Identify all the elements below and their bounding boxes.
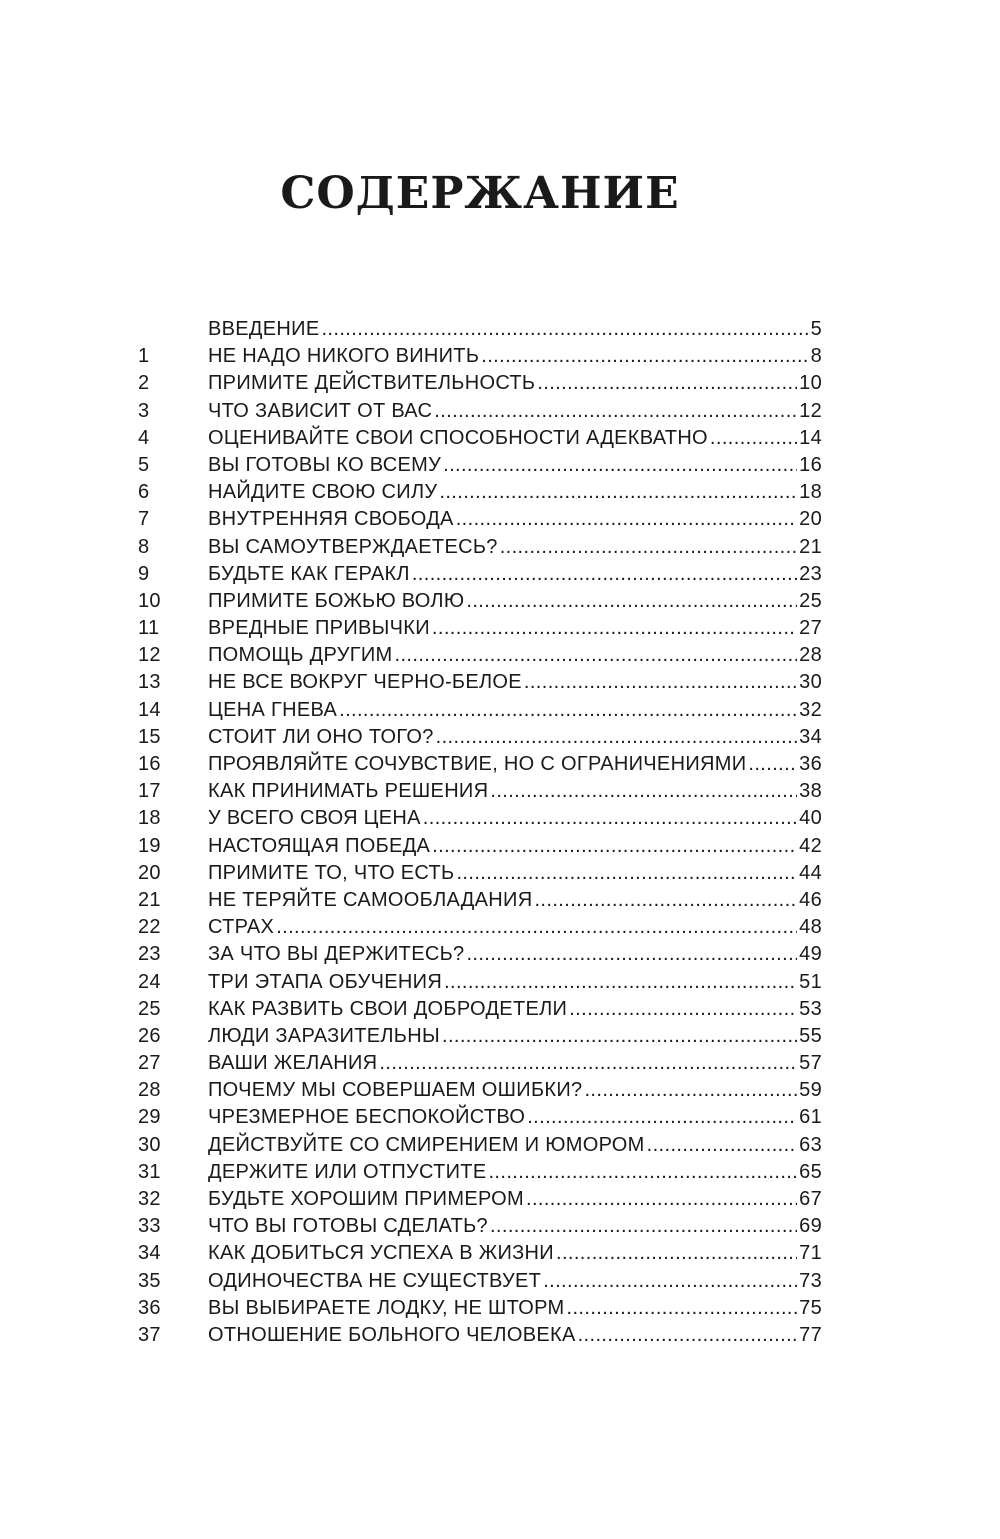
toc-entry-number: 36 [138, 1296, 161, 1319]
toc-entry-number: 18 [138, 807, 161, 830]
toc-entry-page: 61 [799, 1106, 822, 1129]
toc-entry [138, 969, 822, 996]
toc-entry-number: 23 [138, 943, 161, 966]
toc-entry-page: 23 [799, 562, 822, 585]
toc-entry [138, 452, 822, 479]
toc-entry-title: НЕ ТЕРЯЙТЕ САМООБЛАДАНИЯ [208, 888, 533, 911]
toc-entry-number: 4 [138, 426, 150, 449]
toc-entry-title: ЧТО ЗАВИСИТ ОТ ВАС [208, 399, 433, 422]
toc-entry-page: 77 [799, 1323, 822, 1346]
toc-dot-leader [436, 724, 798, 751]
toc-dot-leader [490, 778, 797, 805]
toc-entry [138, 479, 822, 506]
toc-entry-page: 8 [810, 345, 822, 368]
toc-entry-number: 30 [138, 1133, 161, 1156]
toc-entry [138, 534, 822, 561]
toc-entry-title: ПРИМИТЕ ТО, ЧТО ЕСТЬ [208, 861, 455, 884]
toc-dot-leader [524, 669, 797, 696]
toc-entry-number: 8 [138, 535, 150, 558]
toc-entry-number: 1 [138, 345, 150, 368]
toc-entry [138, 561, 822, 588]
toc-entry-title: ОТНОШЕНИЕ БОЛЬНОГО ЧЕЛОВЕКА [208, 1323, 576, 1346]
toc-entry-title: СТРАХ [208, 916, 275, 939]
toc-entry [138, 697, 822, 724]
toc-entry-title: ВЫ ВЫБИРАЕТЕ ЛОДКУ, НЕ ШТОРМ [208, 1296, 565, 1319]
toc-entry [138, 669, 822, 696]
toc-dot-leader [423, 805, 797, 832]
toc-entry [138, 1104, 822, 1131]
toc-dot-leader [569, 996, 797, 1023]
toc-entry-title: ЛЮДИ ЗАРАЗИТЕЛЬНЫ [208, 1024, 440, 1047]
toc-entry [138, 833, 822, 860]
toc-entry-page: 42 [799, 834, 822, 857]
toc-entry [138, 615, 822, 642]
toc-entry-title: ОЦЕНИВАЙТЕ СВОИ СПОСОБНОСТИ АДЕКВАТНО [208, 426, 708, 449]
toc-entry [138, 941, 822, 968]
toc-entry-title: ПРИМИТЕ БОЖЬЮ ВОЛЮ [208, 589, 465, 612]
toc-entry-page: 27 [799, 617, 822, 640]
toc-entry [138, 1268, 822, 1295]
toc-entry-page: 10 [799, 372, 822, 395]
toc-entry [138, 425, 822, 452]
toc-entry-page: 49 [799, 943, 822, 966]
toc-entry [138, 1213, 822, 1240]
toc-entry [138, 1186, 822, 1213]
toc-entry-page: 44 [799, 861, 822, 884]
toc-entry-title: НАЙДИТЕ СВОЮ СИЛУ [208, 481, 438, 504]
toc-entry-number: 26 [138, 1024, 161, 1047]
toc-entry-page: 65 [799, 1160, 822, 1183]
toc-entry-title: ТРИ ЭТАПА ОБУЧЕНИЯ [208, 970, 443, 993]
toc-entry-page: 34 [799, 725, 822, 748]
toc-entry-title: ВВЕДЕНИЕ [208, 318, 320, 340]
toc-dot-leader [444, 969, 797, 996]
toc-entry-page: 21 [799, 535, 822, 558]
toc-dot-leader [339, 697, 797, 724]
toc-entry-page: 51 [799, 970, 822, 993]
toc-entry-title: ЦЕНА ГНЕВА [208, 698, 338, 721]
toc-entry-number: 31 [138, 1160, 161, 1183]
toc-entry-page: 75 [799, 1296, 822, 1319]
toc-entry-page: 59 [799, 1079, 822, 1102]
toc-entry-number: 7 [138, 508, 150, 531]
toc-entry-page: 20 [799, 508, 822, 531]
toc-entry-page: 16 [799, 453, 822, 476]
toc-entry-title: НЕ ВСЕ ВОКРУГ ЧЕРНО-БЕЛОЕ [208, 671, 522, 694]
toc-entry-title: ВЫ САМОУТВЕРЖДАЕТЕСЬ? [208, 535, 498, 558]
toc-entry-title: ДЕРЖИТЕ ИЛИ ОТПУСТИТЕ [208, 1160, 487, 1183]
toc-entry-title: ВЫ ГОТОВЫ КО ВСЕМУ [208, 453, 442, 476]
toc-entry-title: КАК ПРИНИМАТЬ РЕШЕНИЯ [208, 780, 489, 803]
toc-entry-number: 20 [138, 861, 161, 884]
toc-dot-leader [527, 1104, 797, 1131]
toc-dot-leader [466, 941, 797, 968]
toc-entry-page: 53 [799, 997, 822, 1020]
toc-entry [138, 343, 822, 370]
toc-entry-number: 29 [138, 1106, 161, 1129]
toc-entry-page: 69 [799, 1215, 822, 1238]
toc-dot-leader [584, 1077, 797, 1104]
toc-entry-number: 6 [138, 481, 150, 504]
toc-entry-number: 32 [138, 1188, 161, 1210]
toc-entry-number: 34 [138, 1242, 161, 1265]
toc-entry-title: ПРОЯВЛЯЙТЕ СОЧУВСТВИЕ, НО С ОГРАНИЧЕНИЯМИ [208, 753, 747, 775]
toc-dot-leader [567, 1295, 798, 1322]
toc-entry-number: 25 [138, 997, 161, 1020]
toc-entry [138, 860, 822, 887]
toc-entry-title: ДЕЙСТВУЙТЕ СО СМИРЕНИЕМ И ЮМОРОМ [208, 1133, 645, 1156]
toc-dot-leader [500, 534, 797, 561]
toc-entry-page: 5 [810, 318, 822, 340]
page-title: СОДЕРЖАНИЕ [280, 168, 680, 219]
toc-dot-leader [710, 425, 797, 452]
toc-dot-leader [526, 1186, 797, 1213]
toc-entry-title: ПРИМИТЕ ДЕЙСТВИТЕЛЬНОСТЬ [208, 372, 536, 395]
toc-entry-page: 14 [799, 426, 822, 449]
toc-entry-number: 2 [138, 372, 150, 395]
toc-entry-title: НАСТОЯЩАЯ ПОБЕДА [208, 834, 431, 857]
toc-entry-page: 40 [799, 807, 822, 830]
toc-entry [138, 1240, 822, 1267]
toc-dot-leader [466, 588, 797, 615]
toc-entry-number: 28 [138, 1079, 161, 1102]
toc-entry-title: БУДЬТЕ КАК ГЕРАКЛ [208, 562, 410, 585]
toc-entry [138, 1295, 822, 1322]
toc-entry-number: 9 [138, 562, 150, 585]
toc-entry [138, 1322, 822, 1349]
toc-dot-leader [534, 887, 797, 914]
toc-entry-page: 30 [799, 671, 822, 694]
toc-entry-number: 3 [138, 399, 150, 422]
toc-entry-number: 19 [138, 834, 161, 857]
toc-dot-leader [647, 1132, 798, 1159]
toc-entry-page: 18 [799, 481, 822, 504]
toc-dot-leader [321, 316, 808, 343]
toc-entry-title: ПОМОЩЬ ДРУГИМ [208, 644, 393, 667]
toc-entry-page: 48 [799, 916, 822, 939]
toc-entry [138, 1132, 822, 1159]
toc-entry-title: ЧРЕЗМЕРНОЕ БЕСПОКОЙСТВО [208, 1106, 526, 1129]
toc-entry-number: 37 [138, 1323, 161, 1346]
toc-entry-number: 35 [138, 1269, 161, 1292]
toc-entry-page: 12 [799, 399, 822, 422]
toc-entry-page: 25 [799, 589, 822, 612]
toc-dot-leader [456, 860, 797, 887]
toc-entry-title: ВРЕДНЫЕ ПРИВЫЧКИ [208, 617, 430, 640]
toc-dot-leader [439, 479, 797, 506]
toc-entry-title: ОДИНОЧЕСТВА НЕ СУЩЕСТВУЕТ [208, 1269, 542, 1292]
toc-entry-number: 24 [138, 970, 161, 993]
toc-entry-page: 63 [799, 1133, 822, 1156]
toc-dot-leader [412, 561, 797, 588]
toc-entry-page: 38 [799, 780, 822, 803]
toc-dot-leader [442, 1023, 797, 1050]
toc-entry-number: 12 [138, 644, 161, 667]
toc-entry-title: КАК ДОБИТЬСЯ УСПЕХА В ЖИЗНИ [208, 1242, 554, 1265]
toc-entry [138, 1023, 822, 1050]
toc-entry-title: У ВСЕГО СВОЯ ЦЕНА [208, 807, 421, 830]
toc-dot-leader [556, 1240, 797, 1267]
toc-entry-number: 13 [138, 671, 161, 694]
toc-dot-leader [443, 452, 797, 479]
toc-dot-leader [395, 642, 798, 669]
toc-entry-number: 21 [138, 888, 161, 911]
toc-entry-title: ЧТО ВЫ ГОТОВЫ СДЕЛАТЬ? [208, 1215, 488, 1238]
toc-entry [138, 642, 822, 669]
toc-entry-title: ВНУТРЕННЯЯ СВОБОДА [208, 508, 454, 531]
toc-entry-page: 71 [799, 1242, 822, 1265]
toc-entry-title: СТОИТ ЛИ ОНО ТОГО? [208, 725, 434, 748]
toc-entry [138, 1159, 822, 1186]
toc-dot-leader [488, 1159, 797, 1186]
toc-dot-leader [490, 1213, 797, 1240]
toc-entry [138, 996, 822, 1023]
toc-dot-leader [432, 615, 797, 642]
toc-entry-page: 32 [799, 698, 822, 721]
toc-entry-number: 27 [138, 1052, 161, 1075]
toc-dot-leader [748, 751, 797, 778]
toc-entry-number: 14 [138, 698, 161, 721]
toc-entry-number: 16 [138, 753, 161, 775]
toc-entry-page: 67 [799, 1188, 822, 1210]
toc-entry [138, 724, 822, 751]
toc-entry [138, 588, 822, 615]
toc-dot-leader [481, 343, 808, 370]
toc-entry-title: ВАШИ ЖЕЛАНИЯ [208, 1052, 378, 1075]
toc-entry-title: КАК РАЗВИТЬ СВОИ ДОБРОДЕТЕЛИ [208, 997, 568, 1020]
toc-entry [138, 370, 822, 397]
toc-entry-number: 33 [138, 1215, 161, 1238]
toc-entry [138, 398, 822, 425]
toc-dot-leader [432, 833, 797, 860]
toc-entry-number: 22 [138, 916, 161, 939]
toc-entry-page: 36 [799, 753, 822, 775]
toc-entry-page: 57 [799, 1052, 822, 1075]
toc-entry-title: ПОЧЕМУ МЫ СОВЕРШАЕМ ОШИБКИ? [208, 1079, 583, 1102]
toc-entry-page: 28 [799, 644, 822, 667]
toc-entry-number: 5 [138, 453, 150, 476]
toc-entry-title: НЕ НАДО НИКОГО ВИНИТЬ [208, 345, 480, 368]
toc-entry [138, 1050, 822, 1077]
toc-entry-number: 17 [138, 780, 161, 803]
toc-dot-leader [456, 506, 797, 533]
toc-entry-page: 46 [799, 888, 822, 911]
toc-entry [138, 914, 822, 941]
toc-entry-title: БУДЬТЕ ХОРОШИМ ПРИМЕРОМ [208, 1188, 524, 1210]
toc-entry [138, 506, 822, 533]
toc-dot-leader [578, 1322, 798, 1349]
toc-entry [138, 778, 822, 805]
toc-entry-number: 10 [138, 589, 161, 612]
toc-dot-leader [276, 914, 797, 941]
toc-entry [138, 887, 822, 914]
toc-entry [138, 1077, 822, 1104]
toc-dot-leader [434, 398, 797, 425]
toc-entry-title: ЗА ЧТО ВЫ ДЕРЖИТЕСЬ? [208, 943, 465, 966]
toc-entry [138, 751, 822, 778]
toc-dot-leader [379, 1050, 797, 1077]
toc-dot-leader [537, 370, 797, 397]
toc-entry [138, 316, 822, 343]
toc-entry-number: 11 [138, 617, 160, 640]
toc-dot-leader [543, 1268, 797, 1295]
toc-entry-page: 73 [799, 1269, 822, 1292]
toc-entry [138, 805, 822, 832]
toc-entry-number: 15 [138, 725, 161, 748]
table-of-contents [138, 316, 822, 1349]
toc-entry-page: 55 [799, 1024, 822, 1047]
